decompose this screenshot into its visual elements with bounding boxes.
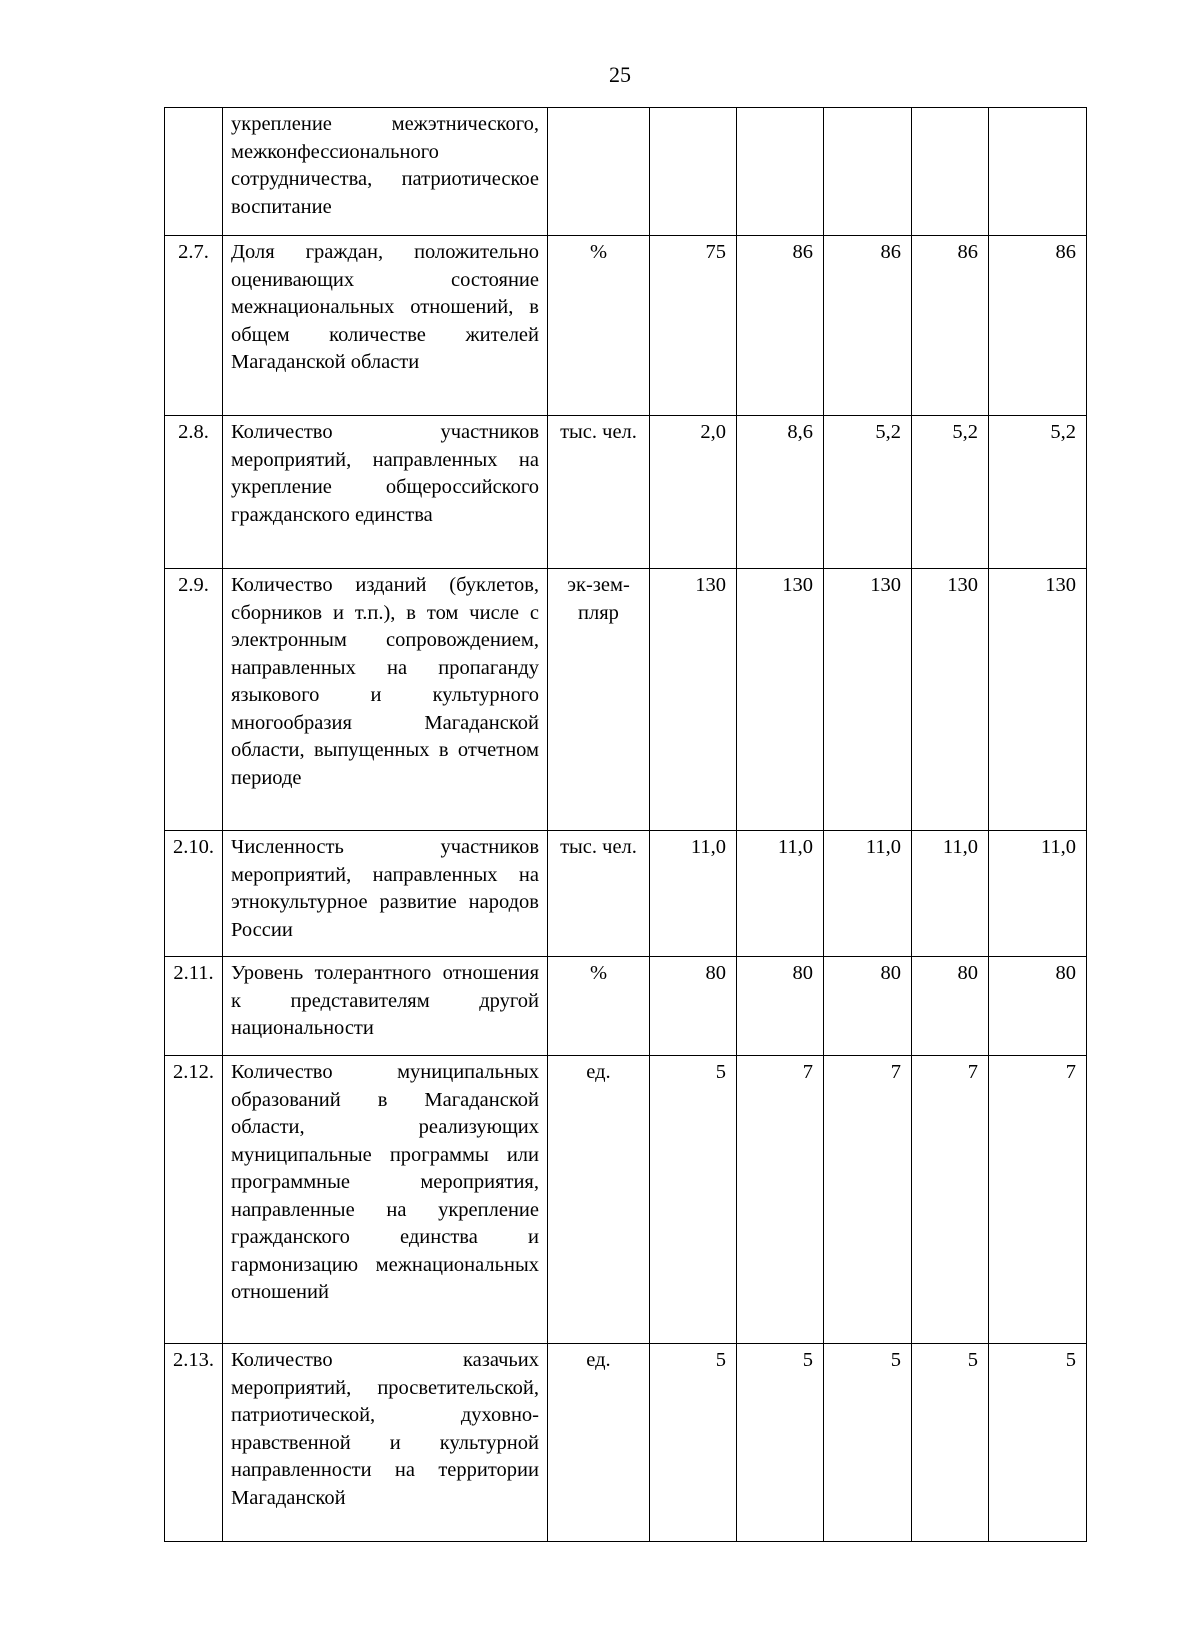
unit: ед. (548, 1344, 650, 1542)
table-row (165, 1344, 1087, 1542)
value-cell: 86 (824, 236, 912, 416)
value-cell: 5,2 (989, 416, 1087, 569)
value-cell: 5 (650, 1056, 737, 1344)
value-cell: 11,0 (824, 831, 912, 957)
value-cell: 11,0 (650, 831, 737, 957)
value-cell: 80 (824, 957, 912, 1056)
value-cell: 75 (650, 236, 737, 416)
value-cell: 130 (737, 569, 824, 831)
page-number: 25 (609, 62, 631, 87)
row-number (165, 108, 223, 236)
indicator-name: укрепление межэтнического, межконфессионального сотрудничества, патриотическое воспитание (223, 108, 548, 236)
table-row (165, 569, 1087, 831)
row-number: 2.11. (165, 957, 223, 1056)
value-cell: 11,0 (989, 831, 1087, 957)
table-row (165, 1056, 1087, 1344)
row-number: 2.8. (165, 416, 223, 569)
indicator-name: Доля граждан, положительно оценивающих состояние межнациональных отношений, в общем количестве жителей Магаданской области (223, 236, 548, 416)
table-row (165, 236, 1087, 416)
value-cell (824, 108, 912, 236)
table-row (165, 957, 1087, 1056)
table-row (165, 831, 1087, 957)
value-cell: 80 (650, 957, 737, 1056)
value-cell: 11,0 (912, 831, 989, 957)
value-cell: 130 (912, 569, 989, 831)
value-cell: 5 (912, 1344, 989, 1542)
value-cell: 8,6 (737, 416, 824, 569)
row-number: 2.12. (165, 1056, 223, 1344)
indicator-name: Количество участников мероприятий, направленных на укрепление общероссийского гражданского единства (223, 416, 548, 569)
table-row (165, 416, 1087, 569)
value-cell: 86 (912, 236, 989, 416)
indicator-name: Количество казачьих мероприятий, просветительской, патриотической, духовно-нравственной и культурной направленности на территории Магаданской (223, 1344, 548, 1542)
unit (548, 108, 650, 236)
value-cell: 130 (989, 569, 1087, 831)
value-cell: 5 (824, 1344, 912, 1542)
value-cell: 7 (824, 1056, 912, 1344)
row-number: 2.9. (165, 569, 223, 831)
value-cell: 7 (737, 1056, 824, 1344)
value-cell (650, 108, 737, 236)
unit: тыс. чел. (548, 831, 650, 957)
value-cell: 5 (989, 1344, 1087, 1542)
indicators-table (164, 107, 1087, 1542)
value-cell: 5,2 (912, 416, 989, 569)
value-cell: 7 (912, 1056, 989, 1344)
value-cell (737, 108, 824, 236)
value-cell: 7 (989, 1056, 1087, 1344)
value-cell: 11,0 (737, 831, 824, 957)
indicator-name: Количество муниципальных образований в Магаданской области, реализующих муниципальные программы или программные мероприятия, направленные на укрепление гражданского единства и гармонизацию межнациональных отношений (223, 1056, 548, 1344)
indicator-name: Уровень толерантного отношения к представителям другой национальности (223, 957, 548, 1056)
unit: % (548, 236, 650, 416)
value-cell: 5 (650, 1344, 737, 1542)
unit: эк-зем-пляр (548, 569, 650, 831)
row-number: 2.7. (165, 236, 223, 416)
unit: тыс. чел. (548, 416, 650, 569)
row-number: 2.10. (165, 831, 223, 957)
value-cell: 130 (650, 569, 737, 831)
unit: ед. (548, 1056, 650, 1344)
unit: % (548, 957, 650, 1056)
value-cell: 5 (737, 1344, 824, 1542)
value-cell: 80 (989, 957, 1087, 1056)
value-cell (989, 108, 1087, 236)
value-cell: 2,0 (650, 416, 737, 569)
value-cell: 5,2 (824, 416, 912, 569)
table-row (165, 108, 1087, 236)
value-cell: 80 (912, 957, 989, 1056)
value-cell (912, 108, 989, 236)
value-cell: 130 (824, 569, 912, 831)
value-cell: 86 (737, 236, 824, 416)
value-cell: 86 (989, 236, 1087, 416)
indicator-name: Количество изданий (буклетов, сборников и т.п.), в том числе с электронным сопровождением, направленных на пропаганду языкового и культурного многообразия Магаданской области, выпущенных в отчетном периоде (223, 569, 548, 831)
value-cell: 80 (737, 957, 824, 1056)
row-number: 2.13. (165, 1344, 223, 1542)
indicator-name: Численность участников мероприятий, направленных на этнокультурное развитие народов России (223, 831, 548, 957)
